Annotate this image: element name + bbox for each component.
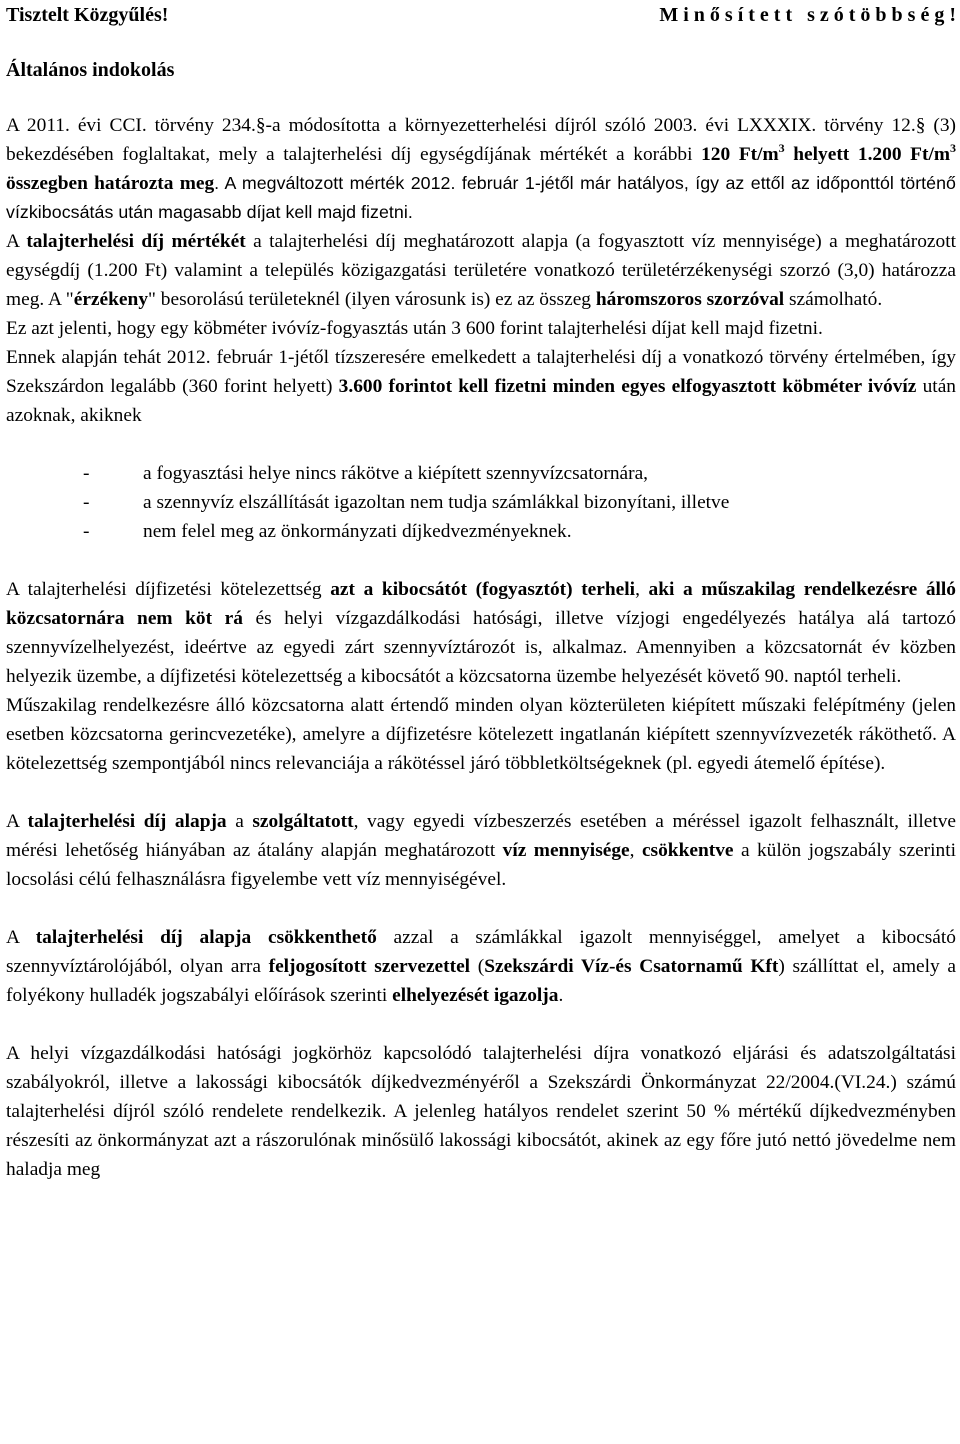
paragraph-base-reduction: A talajterhelési díj alapja csökkenthető azzal a számlákkal igazolt mennyiséggel, amelyet a kibocsátó szennyvíztárolójából, olyan arra feljogosított szervezettel (Szekszárdi Víz-és Csatornamű Kft) szállíttat el, amely a folyékony hulladék jogszabályi előírások szerinti elhelyezését igazolja. xyxy=(6,927,957,1006)
paragraph-fee-base: A talajterhelési díj alapja a szolgáltatott, vagy egyedi vízbeszerzés esetében a méréssel igazolt felhasznált, illetve mérési lehetőség hiányában az átalány alapján meghatározott víz mennyisége, csökkentve a külön jogszabály szerinti locsolási célú felhasználásra figyelembe vett víz mennyiségével. xyxy=(6,811,957,890)
salutation: Tisztelt Közgyűlés! xyxy=(6,4,169,26)
paragraph-tenfold: Ennek alapján tehát 2012. február 1-jétől tízszeresére emelkedett a talajterhelési díj a vonatkozó törvény értelmében, így Szekszárdon legalább (360 forint helyett) 3.600 forintot kell fizetni minden egyes elfogyasztott köbméter ivóvíz után azoknak, akiknek xyxy=(6,347,957,426)
paragraph-law-change: A 2011. évi CCI. törvény 234.§-a módosította a környezetterhelési díjról szóló 2003. évi LXXXIX. törvény 12.§ (3) bekezdésében foglaltakat, mely a talajterhelési díj egységdíjának mértékét a korábbi 120 $Ft/m^3$ helyett 1.200 $Ft/m^3$ összegben határozta meg. A megváltozott mérték 2012. február 1-jétől már hatályos, így az ettől az időponttól történő vízkibocsátás után magasabb díjat kell majd fizetni. xyxy=(6,115,956,222)
document-header xyxy=(6,0,956,29)
paragraph-cubic-meter: Ez azt jelenti, hogy egy köbméter ivóvíz-fogyasztás után 3 600 forint talajterhelési díjat kell majd fizetni. xyxy=(6,318,823,339)
list-item: - a fogyasztási helye nincs rákötve a kiépített szennyvízcsatornára, xyxy=(83,463,649,484)
paragraph-sewer-definition: Műszakilag rendelkezésre álló közcsatorna alatt értendő minden olyan közterületen kiépített műszaki felépítmény (jelen esetben közcsatorna gerincvezetéke), amelyre a díjfizetésre kötelezett ingatlanán kiépített szennyvízvezeték ráköthető. A kötelezettség szempontjából nincs relevanciája a rákötéssel járó többletköltségeknek (pl. egyedi átemelő építése). xyxy=(6,695,956,774)
list-item: - nem felel meg az önkormányzati díjkedvezményeknek. xyxy=(83,521,572,542)
section-title: Általános indokolás xyxy=(6,59,175,81)
paragraph-fee-amount: A talajterhelési díj mértékét a talajterhelési díj meghatározott alapja (a fogyasztott víz mennyisége) a meghatározott egységdíj (1.200 Ft) valamint a település közigazgatási területére vonatkozó területérzékenységi szorzó (3,0) határozza meg. A "érzékeny" besorolású területeknél (ilyen városunk is) ez az összeg háromszoros szorzóval számolható. xyxy=(6,231,956,310)
list-item: - a szennyvíz elszállítását igazoltan nem tudja számlákkal bizonyítani, illetve xyxy=(83,492,730,513)
condition-list xyxy=(6,459,956,546)
paragraph-obligation: A talajterhelési díjfizetési kötelezettség azt a kibocsátót (fogyasztót) terheli, aki a műszakilag rendelkezésre álló közcsatornára nem köt rá és helyi vízgazdálkodási hatósági, illetve vízjogi engedélyezés hatálya alá tartozó szennyvízelhelyezést, ideértve az egyedi zárt szennyvíztározót is, alkalmaz. Amennyiben a közcsatornát év közben helyezik üzembe, a díjfizetési kötelezettség a kibocsátót a közcsatorna üzembe helyezését követő 90. naptól terheli. xyxy=(6,579,956,687)
qualification-note: M i n ő s í t e t t s z ó t ö b b s é g ! xyxy=(659,4,956,26)
paragraph-local-regulation: A helyi vízgazdálkodási hatósági jogkörhöz kapcsolódó talajterhelési díjra vonatkozó eljárási és adatszolgáltatási szabályokról, illetve a lakossági kibocsátók díjkedvezményéről a Szekszárdi Önkormányzat 22/2004.(VI.24.) számú talajterhelési díjról szóló rendelete rendelkezik. A jelenleg hatályos rendelet szerint 50 % mértékű díjkedvezményben részesíti az önkormányzat azt a rászorulónak minősülő lakossági kibocsátót, akinek az egy főre jutó nettó jövedelme nem haladja meg xyxy=(6,1043,956,1180)
